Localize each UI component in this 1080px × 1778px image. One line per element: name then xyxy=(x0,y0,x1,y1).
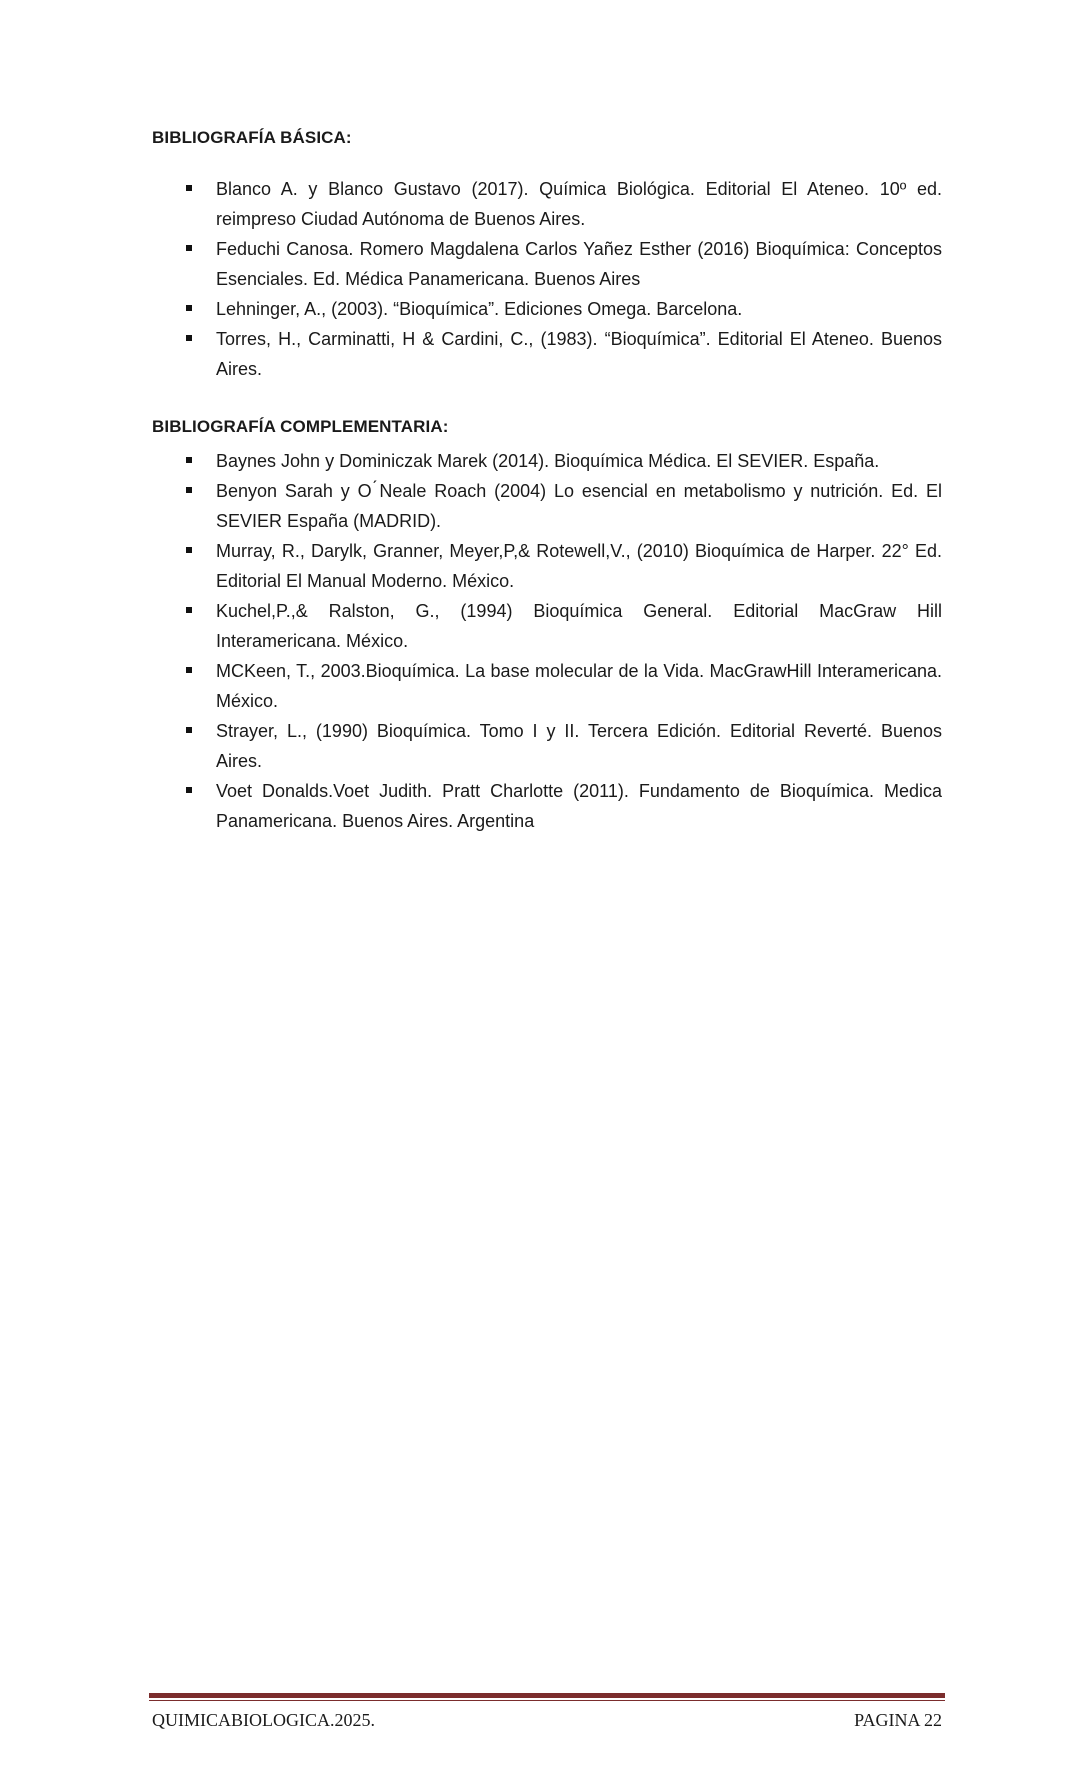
square-bullet-icon xyxy=(186,787,192,793)
square-bullet-icon xyxy=(186,305,192,311)
list-item xyxy=(152,294,942,324)
list-item xyxy=(152,446,942,476)
list-item xyxy=(152,234,963,294)
list-item xyxy=(152,716,942,776)
basic-bibliography-list xyxy=(152,174,963,384)
square-bullet-icon xyxy=(186,667,192,673)
square-bullet-icon xyxy=(186,607,192,613)
square-bullet-icon xyxy=(186,487,192,493)
list-item xyxy=(152,596,942,656)
reference-text: Lehninger, A., (2003). “Bioquímica”. Ediciones Omega. Barcelona. xyxy=(216,299,743,319)
list-item xyxy=(152,776,942,836)
basic-bibliography-heading: BIBLIOGRAFÍA BÁSICA: xyxy=(152,128,352,147)
reference-text: Strayer, L., (1990) Bioquímica. Tomo I y II. Tercera Edición. Editorial Reverté. Buenos Aires. xyxy=(216,721,942,771)
square-bullet-icon xyxy=(186,335,192,341)
list-item xyxy=(152,324,942,384)
footer-document-title: QUIMICABIOLOGICA.2025. xyxy=(152,1710,375,1730)
reference-text: MCKeen, T., 2003.Bioquímica. La base molecular de la Vida. MacGrawHill Interamericana. México. xyxy=(216,661,942,711)
reference-text: Benyon Sarah y O ́Neale Roach (2004) Lo esencial en metabolismo y nutrición. Ed. El SEVIER España (MADRID). xyxy=(216,481,942,531)
list-item xyxy=(152,656,942,716)
complementary-bibliography-list xyxy=(152,446,942,836)
list-item xyxy=(152,536,942,596)
square-bullet-icon xyxy=(186,547,192,553)
square-bullet-icon xyxy=(186,185,192,191)
reference-text: Blanco A. y Blanco Gustavo (2017). Química Biológica. Editorial El Ateneo. 10º ed. reimpreso Ciudad Autónoma de Buenos Aires. xyxy=(216,179,942,229)
reference-text: Feduchi Canosa. Romero Magdalena Carlos Yañez Esther (2016) Bioquímica: Conceptos Esenciales. Ed. Médica Panamericana. Buenos Aires xyxy=(216,239,963,289)
footer-divider-thin xyxy=(149,1700,945,1701)
reference-text: Murray, R., Darylk, Granner, Meyer,P,& Rotewell,V., (2010) Bioquímica de Harper. 22° Ed. Editorial El Manual Moderno. México. xyxy=(216,541,942,591)
reference-text: Kuchel,P.,& Ralston, G., (1994) Bioquímica General. Editorial MacGraw Hill Interamericana. México. xyxy=(216,601,942,651)
reference-text: Baynes John y Dominiczak Marek (2014). Bioquímica Médica. El SEVIER. España. xyxy=(216,451,880,471)
footer-page-number: PAGINA 22 xyxy=(854,1710,942,1730)
reference-text: Voet Donalds.Voet Judith. Pratt Charlotte (2011). Fundamento de Bioquímica. Medica Panamericana. Buenos Aires. Argentina xyxy=(216,781,942,831)
square-bullet-icon xyxy=(186,245,192,251)
square-bullet-icon xyxy=(186,457,192,463)
list-item xyxy=(152,476,942,536)
reference-text: Torres, H., Carminatti, H & Cardini, C., (1983). “Bioquímica”. Editorial El Ateneo. Buenos Aires. xyxy=(216,329,942,379)
list-item xyxy=(152,174,942,234)
square-bullet-icon xyxy=(186,727,192,733)
complementary-bibliography-heading: BIBLIOGRAFÍA COMPLEMENTARIA: xyxy=(152,417,449,436)
footer-divider-thick xyxy=(149,1693,945,1698)
